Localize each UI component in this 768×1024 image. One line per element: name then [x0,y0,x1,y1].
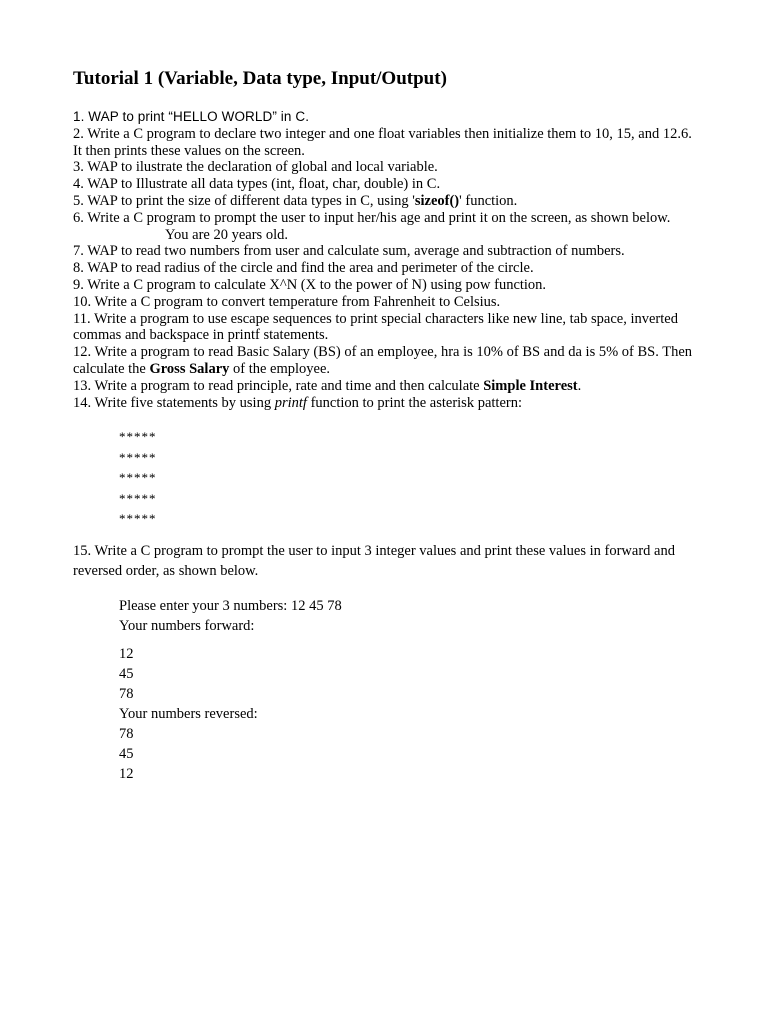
asterisk-row: ***** [119,470,157,486]
question-4: 4. WAP to Illustrate all data types (int, float, char, double) in C. [73,176,441,193]
question-13-text: 13. Write a program to read principle, rate and time and then calculate [73,377,484,394]
question-13-bold: Simple Interest [483,377,578,394]
question-9: 9. Write a C program to calculate X^N (X to the power of N) using pow function. [73,276,547,293]
question-10: 10. Write a C program to convert temperature from Fahrenheit to Celsius. [73,293,501,310]
question-12-text: 12. Write a program to read Basic Salary (BS) of an employee, hra is 10% of BS and da is 5% of BS. Then calculate the [73,344,693,377]
question-14-text: 14. Write five statements by using [73,394,275,411]
forward-value: 78 [119,685,134,702]
question-15-example [73,596,693,784]
reversed-value: 78 [119,725,134,742]
asterisk-row: ***** [119,449,157,465]
document-page [73,66,693,784]
question-5-bold: sizeof() [414,192,460,209]
question-14 [73,395,693,412]
question-14-italic: printf [274,394,307,411]
forward-label: Your numbers forward: [119,617,255,634]
question-12 [73,344,693,378]
question-12-bold: Gross Salary [149,360,230,377]
question-6: 6. Write a C program to prompt the user to input her/his age and print it on the screen, as shown below. [73,209,671,226]
asterisk-row: ***** [119,429,157,445]
reversed-value: 45 [119,745,134,762]
question-7: 7. WAP to read two numbers from user and calculate sum, average and subtraction of numbers. [73,243,625,260]
question-5 [73,193,693,210]
question-2: 2. Write a C program to declare two integer and one float variables then initialize them to 10, 15, and 12.6. It then prints these values on the screen. [73,125,692,159]
question-11: 11. Write a program to use escape sequences to print special characters like new line, tab space, inverted commas and backspace in printf statements. [73,310,678,344]
asterisk-row: ***** [119,510,157,526]
example-prompt: Please enter your 3 numbers: 12 45 78 [119,597,342,614]
page-title: Tutorial 1 (Variable, Data type, Input/Output) [73,68,447,89]
question-5-text-end: ' function. [459,192,518,209]
question-12-text-end: of the employee. [229,360,331,377]
asterisk-pattern [73,427,693,529]
question-13-text-end: . [577,377,582,394]
asterisk-row: ***** [119,490,157,506]
question-14-text-end: function to print the asterisk pattern: [306,394,522,411]
question-5-text: 5. WAP to print the size of different data types in C, using ' [73,192,415,209]
forward-value: 12 [119,645,134,662]
question-13 [73,378,693,395]
forward-value: 45 [119,665,134,682]
question-15: 15. Write a C program to prompt the user to input 3 integer values and print these values in forward and reversed order, as shown below. [73,543,675,580]
question-3: 3. WAP to ilustrate the declaration of global and local variable. [73,159,438,176]
question-6-example: You are 20 years old. [165,226,288,243]
reversed-value: 12 [119,765,134,782]
question-1: 1. WAP to print “HELLO WORLD” in C. [73,109,310,124]
question-8: 8. WAP to read radius of the circle and find the area and perimeter of the circle. [73,260,534,277]
reversed-label: Your numbers reversed: [119,705,258,722]
